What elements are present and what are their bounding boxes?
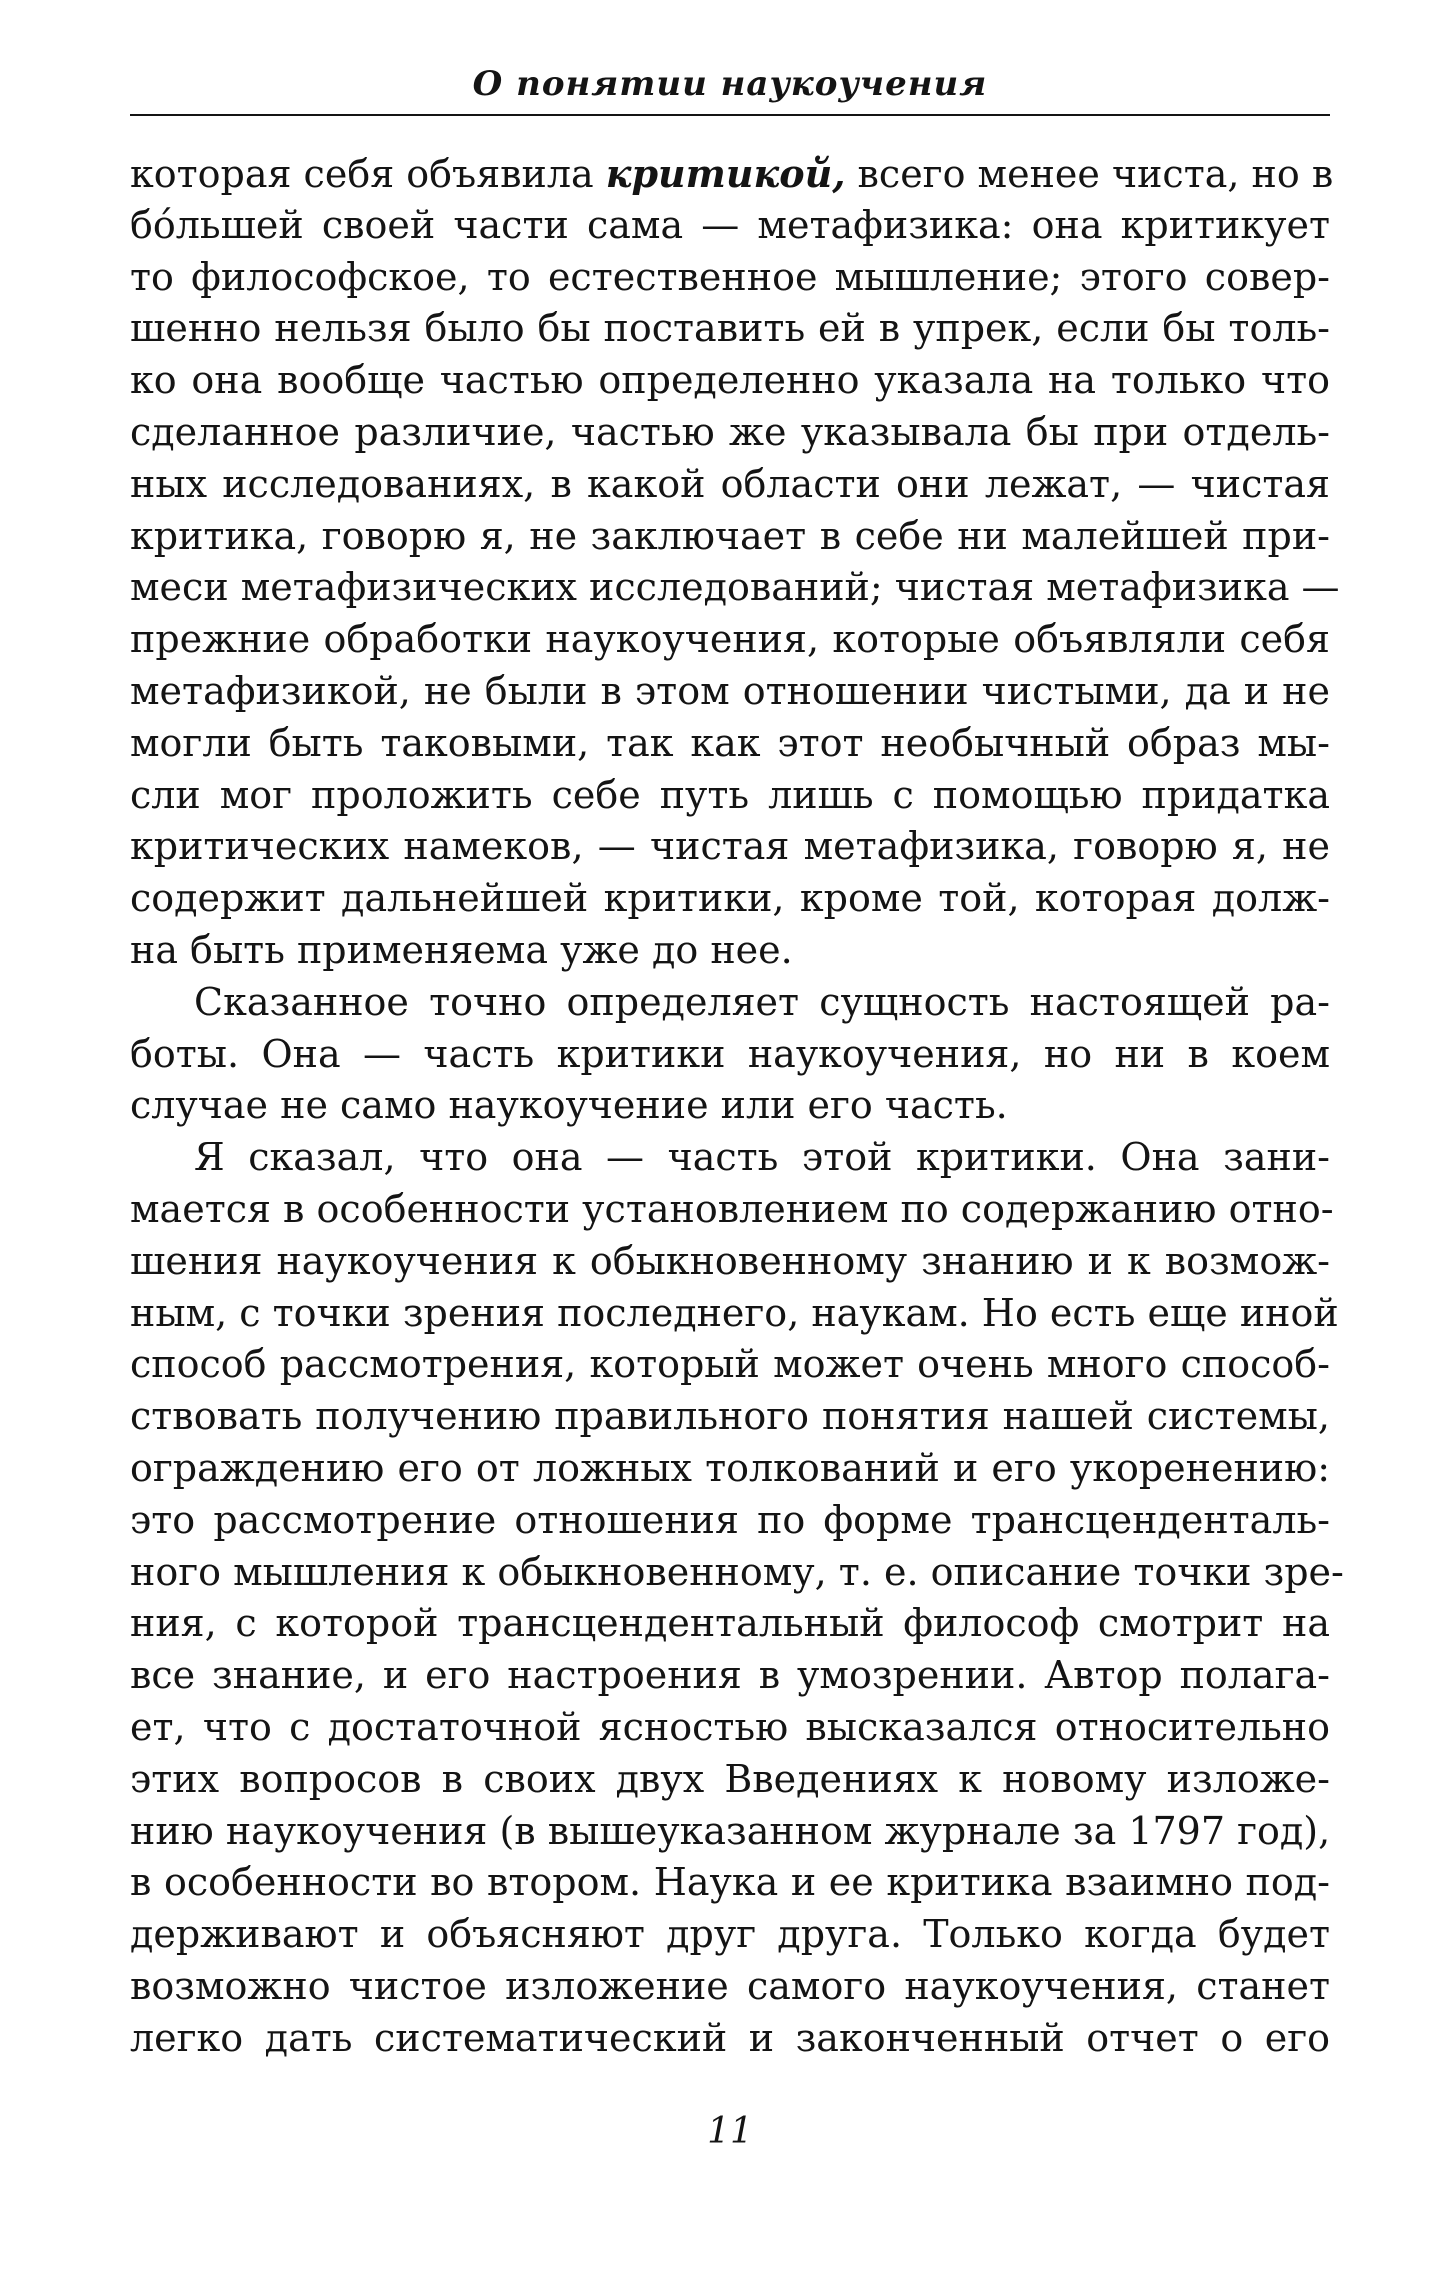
text-line: легко дать систематический и законченный отчет о его [130,2015,1330,2060]
running-title: О понятии наукоучения [472,64,988,104]
text-line: шенно нельзя было бы поставить ей в упрек, если бы толь- [130,306,1330,351]
text-line: боты. Она — часть критики наукоучения, но ни в коем [130,1031,1330,1076]
text-line: ко она вообще частью определенно указала на только что [130,358,1330,403]
emphasis-kritikoi: критикой, [605,151,846,196]
text-line: все знание, и его настроения в умозрении. Автор полага- [130,1653,1330,1698]
text-line: ния, с которой трансцендентальный философ смотрит на [130,1601,1330,1646]
header-rule [130,114,1330,116]
text-line: мается в особенности установлением по содержанию отно- [130,1186,1334,1231]
text-line: ным, с точки зрения последнего, наукам. Но есть еще иной [130,1290,1339,1335]
text-line: этих вопросов в своих двух Введениях к новому изложе- [130,1756,1330,1801]
text-line: могли быть таковыми, так как этот необычный образ мы- [130,720,1330,765]
text-line: ствовать получению правильного понятия нашей системы, [130,1394,1330,1439]
text-line: держивают и объясняют друг друга. Только когда будет [130,1912,1330,1957]
text-line: метафизикой, не были в этом отношении чистыми, да и не [130,668,1330,713]
text-line: содержит дальнейшей критики, кроме той, которая долж- [130,876,1330,921]
text-line: ет, что с достаточной ясностью высказался относительно [130,1704,1330,1749]
text-line: то философское, то естественное мышление; этого совер- [130,254,1330,299]
text-line: ограждению его от ложных толкований и его укоренению: [130,1445,1330,1490]
text-line: ных исследованиях, в какой области они лежат, — чистая [130,461,1330,506]
text-line: случае не само наукоучение или его часть. [130,1083,1008,1128]
text-line: на быть применяема уже до нее. [130,927,793,972]
text-line: которая себя объявила критикой, всего менее чиста, но в [130,151,1334,196]
text-line: нию наукоучения (в вышеуказанном журнале за 1797 год), [130,1808,1331,1853]
text-line: способ рассмотрения, который может очень много способ- [130,1342,1330,1387]
text-line: меси метафизических исследований; чистая метафизика — [130,565,1340,610]
text-line: это рассмотрение отношения по форме трансценденталь- [130,1497,1330,1542]
text-line: сли мог проложить себе путь лишь с помощью придатка [130,772,1330,817]
text-line: прежние обработки наукоучения, которые объявляли себя [130,617,1330,662]
page-number: 11 [707,2111,753,2152]
text-line: бóльшей своей части сама — метафизика: она критикует [130,202,1330,247]
text-line: критических намеков, — чистая метафизика, говорю я, не [130,824,1330,869]
paragraph-start-line: Я сказал, что она — часть этой критики. Она зани- [194,1135,1330,1180]
text-line: критика, говорю я, не заключает в себе ни малейшей при- [130,513,1330,558]
text-line: ного мышления к обыкновенному, т. е. описание точки зре- [130,1549,1344,1594]
text-line: возможно чистое изложение самого наукоучения, станет [130,1963,1330,2008]
text-line: в особенности во втором. Наука и ее критика взаимно под- [130,1860,1330,1905]
text-line: шения наукоучения к обыкновенному знанию и к возмож- [130,1238,1330,1283]
paragraph-start-line: Сказанное точно определяет сущность настоящей ра- [194,979,1330,1024]
text-line: сделанное различие, частью же указывала бы при отдель- [130,409,1330,454]
body-text [130,148,1344,2064]
